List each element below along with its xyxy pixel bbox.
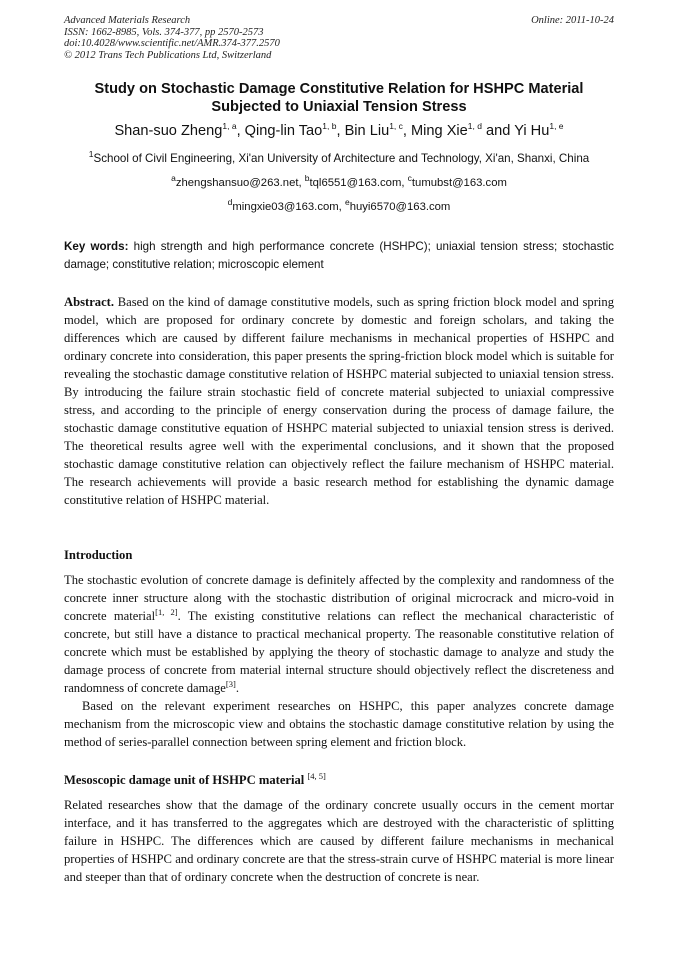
email-line-2: $^d$mingxie03@163.com, $^e$huyi6570@163.com (227, 197, 451, 213)
introduction-paragraph-2: Based on the relevant experiment researches on HSHPC, this paper analyzes concrete damage mechanism from the microscopic view and obtains the stochastic damage constitutive relation by using the method of series-parallel connection between spring element and friction block. (64, 699, 614, 749)
section-heading-introduction: Introduction (64, 548, 133, 562)
author-superscript: 1, e (549, 121, 564, 132)
introduction-paragraph-1: The stochastic evolution of concrete damage is definitely affected by the complexity and randomness of the concrete inner structure along with the stochastic distribution of original microcrack and micro-void in concrete material[1, 2]. The existing constitutive relations can reflect the mechanical characteristic of concrete, but still have a distance to practical mechanical property. The reasonable constitutive relation of concrete which must be established by applying the theory of stochastic damage to analyze and study the damage process of concrete from material internal structure should objectively reflect the discreteness and randomness of concrete damage[3]. (64, 573, 614, 695)
author-superscript: 1, b (322, 121, 337, 132)
paper-title (50, 81, 628, 116)
author-name: Qing-lin Tao (244, 123, 323, 139)
title-line-2: Subjected to Uniaxial Tension Stress (211, 98, 467, 115)
doi-line: doi:10.4028/www.scientific.net/AMR.374-377.2570 (64, 38, 280, 49)
author-separator: and (481, 123, 515, 139)
keywords-label: Key words: (64, 240, 129, 253)
email-b[interactable]: tql6551@163.com (309, 177, 402, 189)
email-c[interactable]: tumubst@163.com (411, 177, 507, 189)
mesoscopic-paragraph-1: Related researches show that the damage of the ordinary concrete usually occurs in the cement mortar interface, and it has transferred to the aggregates which are destroyed with the characteristic of splitting failure in HSHPC. The differences which are caused by different failure mechanisms in mechanical properties of HSHPC and ordinary concrete are that the stress-strain curve of HSHPC material is more linear and steeper than that of ordinary concrete when the destruction of concrete is near. (64, 798, 614, 884)
author-separator: , (402, 123, 412, 139)
keywords-text: high strength and high performance concrete (HSHPC); uniaxial tension stress; stochastic damage; constitutive relation; microscopic element (64, 240, 614, 271)
author-name: Shan-suo Zheng (114, 123, 223, 139)
author-list (40, 122, 638, 140)
abstract (64, 293, 614, 509)
journal-name: Advanced Materials Research (64, 15, 191, 26)
keywords (64, 238, 614, 274)
email-line-1: $^a$zhengshansuo@263.net, $^b$tql6551@163.com, $^c$tumubst@163.com (171, 173, 507, 189)
abstract-text: Based on the kind of damage constitutive models, such as spring friction block model and spring model, which are proposed for ordinary concrete by domestic and foreign scholars, and taking the differences which are caused by different failure mechanisms in mechanical properties of HSHPC and ordinary concrete into consideration, this paper presents the spring-friction block model which is suitable for revealing the stochastic damage constitutive relation of HSHPC material subjected to uniaxial tension stress. By introducing the failure strain stochastic field of concrete material subjected to uniaxial compressive stress, and according to the principle of energy conservation during the process of damage failure, the stochastic damage constitutive equation of HSHPC material subjected to uniaxial tension stress is derived. The theoretical results agree well with the experimental conclusions, and it shown that the proposed stochastic damage constitutive relation can objectively reflect the failure mechanism of HSHPC material. The research achievements will provide a basic research method for establishing the dynamic damage constitutive relation of HSHPC material. (64, 295, 614, 507)
author-separator: , (336, 123, 345, 139)
affiliation (40, 149, 638, 166)
journal-header (64, 15, 614, 61)
author-superscript: 1, a (222, 121, 237, 132)
affiliation-text: School of Civil Engineering, Xi'an University of Architecture and Technology, Xi'an, Shanxi, China (93, 152, 590, 165)
section-heading-mesoscopic: Mesoscopic damage unit of HSHPC material [4, 5] (64, 770, 326, 787)
title-line-1: Study on Stochastic Damage Constitutive Relation for HSHPC Material (94, 81, 584, 97)
email-e[interactable]: huyi6570@163.com (349, 201, 451, 213)
author-name: Bin Liu (344, 123, 390, 139)
online-date: Online: 2011-10-24 (531, 15, 614, 26)
affiliation-superscript: 1 (88, 149, 94, 160)
citation: [4, 5] (307, 770, 326, 781)
citation: [1, 2] (155, 606, 178, 617)
abstract-label: Abstract. (64, 295, 115, 309)
citation: [3] (225, 678, 236, 689)
copyright-line: © 2012 Trans Tech Publications Ltd, Switzerland (64, 49, 272, 61)
author-name: Ming Xie (411, 123, 468, 139)
email-a[interactable]: zhengshansuo@263.net (175, 177, 299, 189)
author-superscript: 1, d (467, 121, 482, 132)
author-superscript: 1, c (389, 121, 403, 132)
email-d[interactable]: mingxie03@163.com (232, 201, 339, 213)
author-separator: , (236, 123, 245, 139)
issn-line: ISSN: 1662-8985, Vols. 374-377, pp 2570-2573 (64, 26, 264, 38)
author-name: Yi Hu (514, 123, 550, 139)
